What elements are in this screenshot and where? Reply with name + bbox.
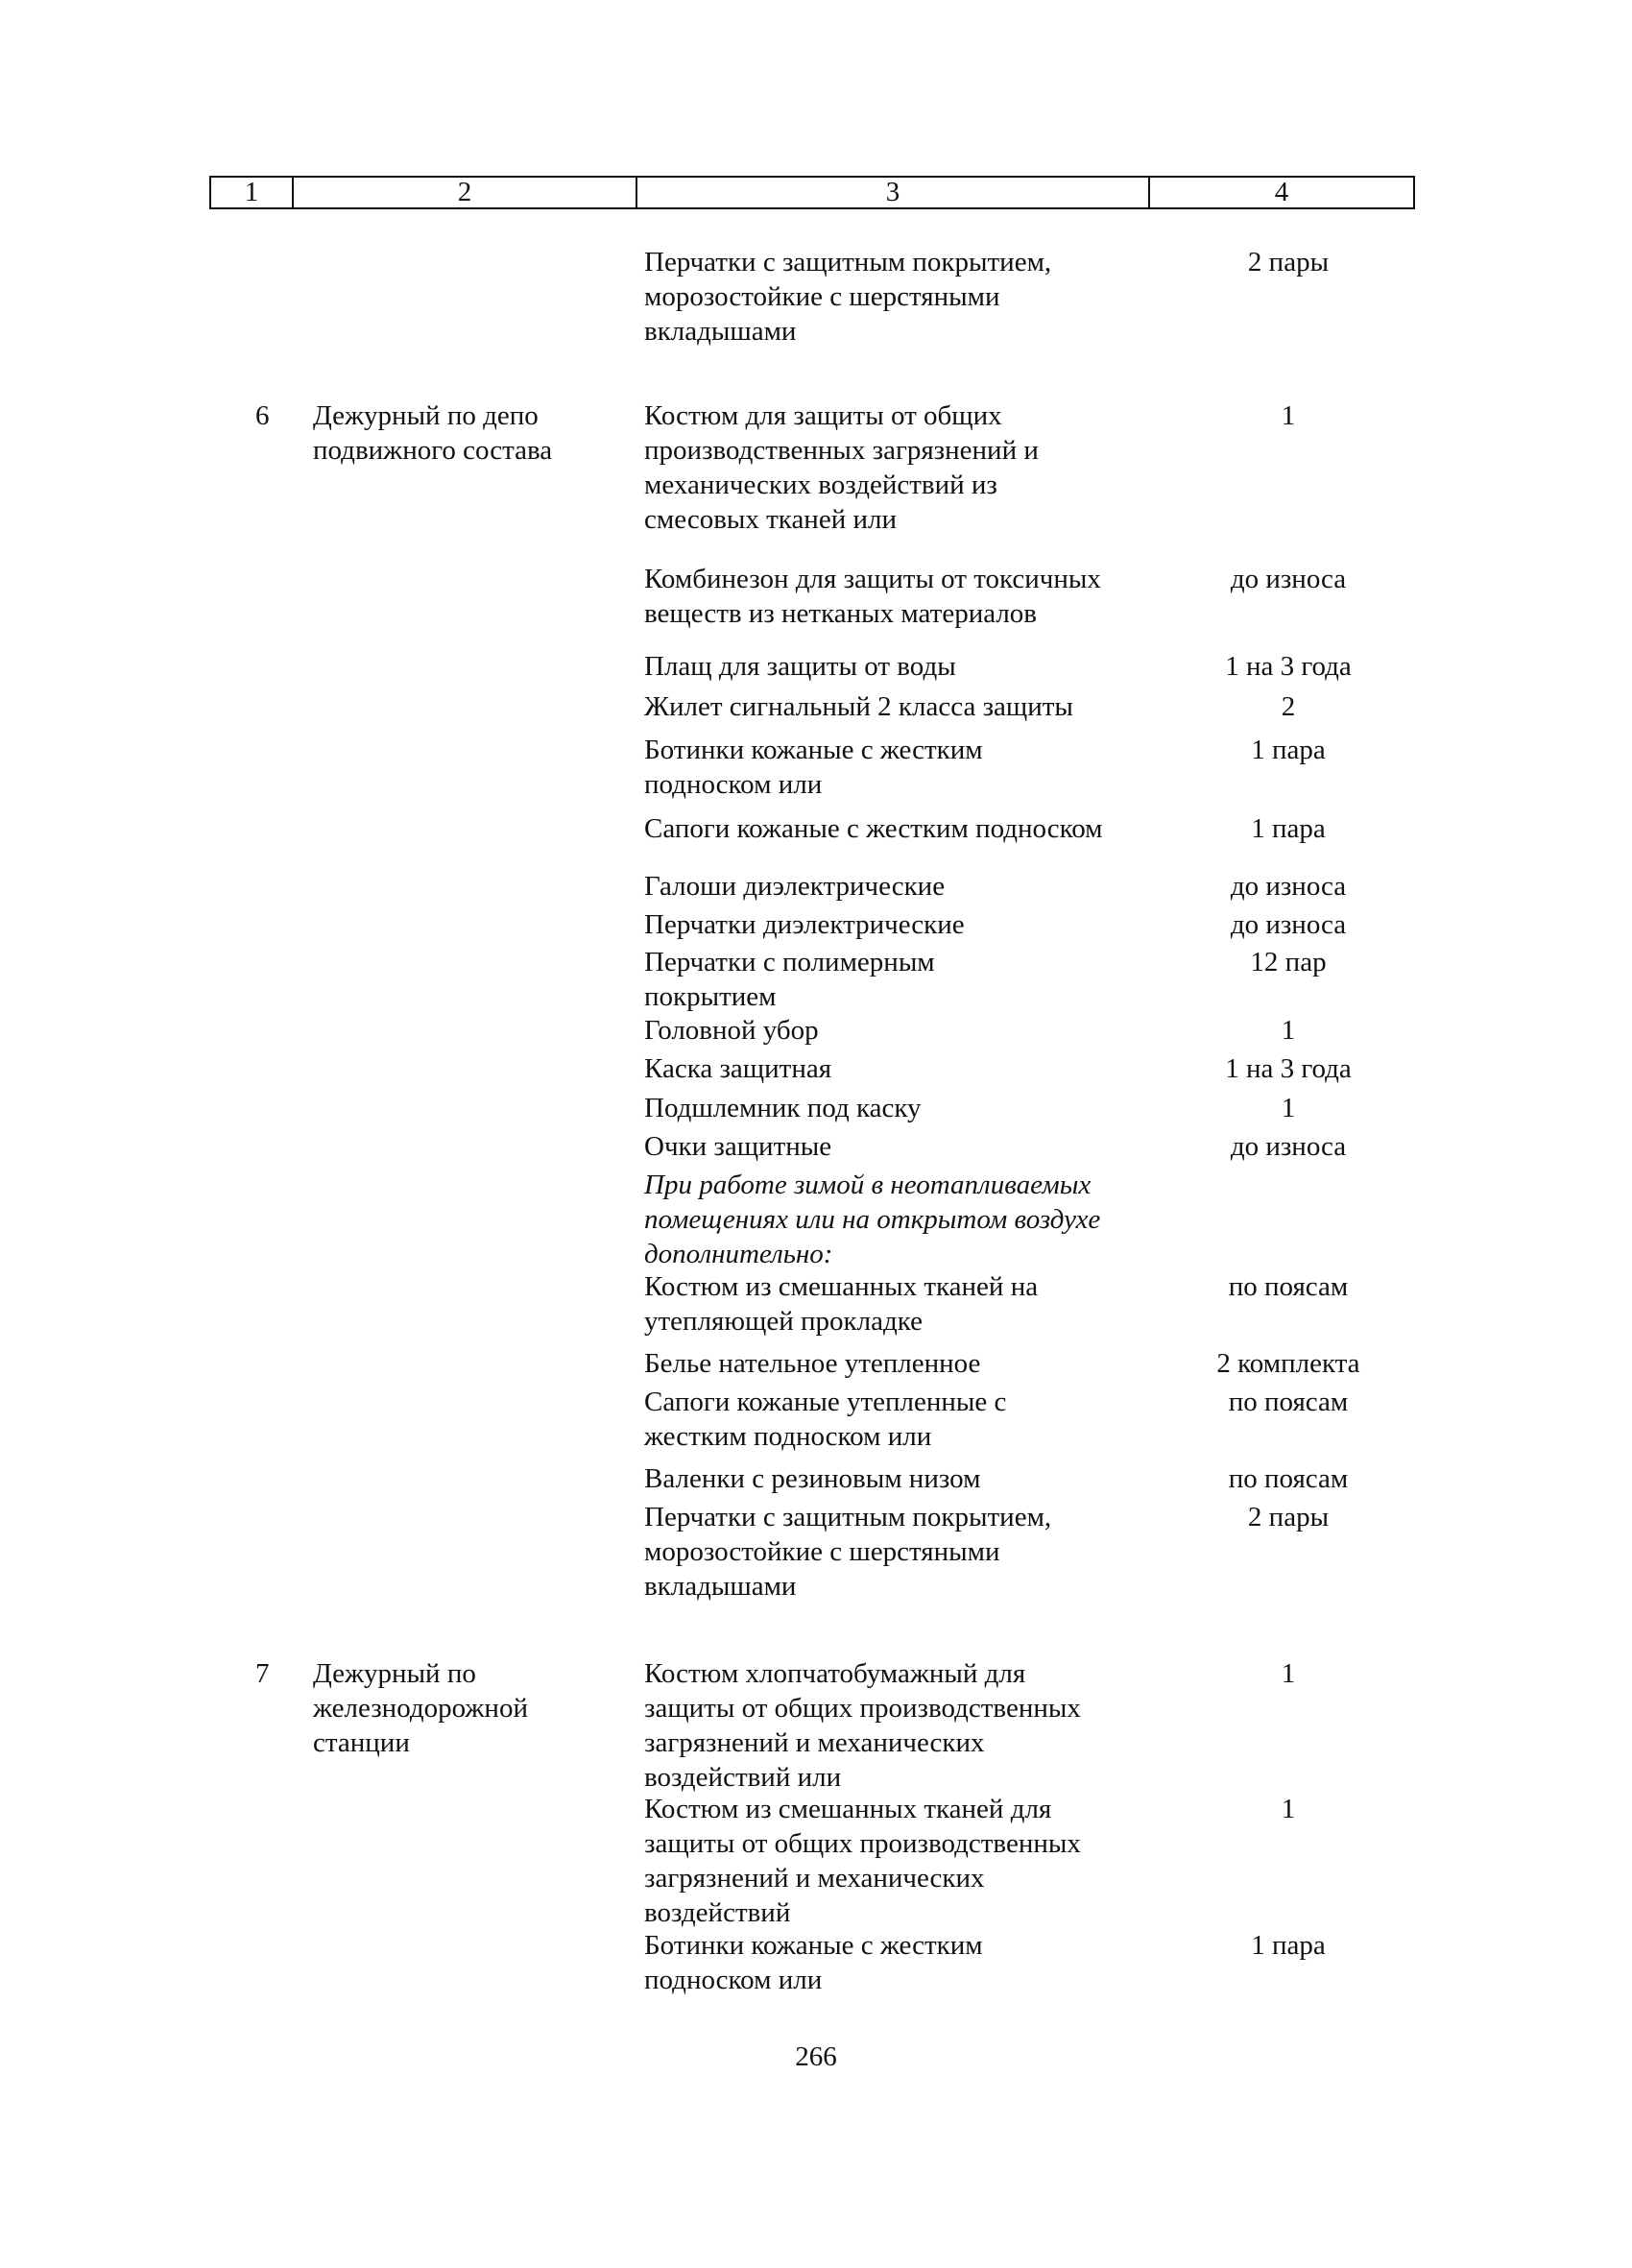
page-number: 266: [795, 2041, 837, 2072]
item-quantity: до износа: [1230, 1131, 1347, 1162]
item-quantity: по поясам: [1228, 1387, 1349, 1417]
item-text: Перчатки с защитным покрытием, морозостойкие с шерстяными вкладышами: [644, 1502, 1052, 1602]
item-quantity: 1 пара: [1251, 813, 1326, 844]
item-quantity: 1: [1281, 1015, 1296, 1046]
item-quantity: 1 на 3 года: [1225, 651, 1352, 682]
header-cell-2: 2: [292, 176, 637, 209]
section-note: При работе зимой в неотапливаемых помещениях или на открытом воздухе дополнительно:: [644, 1170, 1101, 1269]
item-text: Костюм для защиты от общих производственных загрязнений и механических воздействий из смесовых тканей или: [644, 400, 1039, 535]
occupation-title: Дежурный по депо подвижного состава: [313, 400, 553, 466]
item-quantity: до износа: [1230, 871, 1347, 902]
item-text: Комбинезон для защиты от токсичных веществ из нетканых материалов: [644, 564, 1101, 629]
item-text: Валенки с резиновым низом: [644, 1463, 981, 1494]
item-text: Костюм из смешанных тканей на утепляющей прокладке: [644, 1271, 1039, 1337]
item-quantity: по поясам: [1228, 1463, 1349, 1494]
item-quantity: 12 пар: [1250, 947, 1327, 977]
item-quantity: до износа: [1230, 909, 1347, 940]
item-text: Перчатки с защитным покрытием, морозостойкие с шерстяными вкладышами: [644, 247, 1052, 347]
item-quantity: 2 комплекта: [1216, 1348, 1360, 1379]
item-text: Костюм из смешанных тканей для защиты от общих производственных загрязнений и механических воздействий: [644, 1794, 1081, 1928]
item-text: Ботинки кожаные с жестким подноском или: [644, 1930, 983, 1995]
item-quantity: 1: [1281, 1658, 1296, 1689]
item-text: Головной убор: [644, 1015, 819, 1046]
header-cell-1: 1: [209, 176, 294, 209]
item-quantity: 2 пары: [1247, 1502, 1330, 1532]
item-quantity: 2: [1281, 691, 1296, 722]
item-quantity: 1: [1281, 400, 1296, 431]
item-quantity: 1 пара: [1251, 735, 1326, 765]
item-quantity: 2 пары: [1247, 247, 1330, 277]
item-quantity: 1: [1281, 1794, 1296, 1824]
item-text: Плащ для защиты от воды: [644, 651, 956, 682]
item-text: Каска защитная: [644, 1053, 832, 1084]
occupation-title: Дежурный по железнодорожной станции: [313, 1658, 528, 1758]
item-quantity: 1 на 3 года: [1225, 1053, 1352, 1084]
header-cell-4: 4: [1148, 176, 1415, 209]
occupation-number: 7: [255, 1658, 270, 1689]
item-text: Перчатки диэлектрические: [644, 909, 965, 940]
occupation-number: 6: [255, 400, 270, 431]
item-text: Сапоги кожаные с жестким подноском: [644, 813, 1103, 844]
item-text: Подшлемник под каску: [644, 1093, 922, 1123]
item-text: Перчатки с полимерным покрытием: [644, 947, 935, 1012]
item-text: Костюм хлопчатобумажный для защиты от общих производственных загрязнений и механических воздействий или: [644, 1658, 1081, 1793]
item-quantity: 1 пара: [1251, 1930, 1326, 1961]
item-quantity: 1: [1281, 1093, 1296, 1123]
item-text: Жилет сигнальный 2 класса защиты: [644, 691, 1073, 722]
item-text: Галоши диэлектрические: [644, 871, 946, 902]
item-text: Ботинки кожаные с жестким подноском или: [644, 735, 983, 800]
item-quantity: по поясам: [1228, 1271, 1349, 1302]
header-cell-3: 3: [636, 176, 1150, 209]
item-text: Сапоги кожаные утепленные с жестким подноском или: [644, 1387, 1007, 1452]
item-text: Белье нательное утепленное: [644, 1348, 981, 1379]
item-quantity: до износа: [1230, 564, 1347, 594]
item-text: Очки защитные: [644, 1131, 832, 1162]
